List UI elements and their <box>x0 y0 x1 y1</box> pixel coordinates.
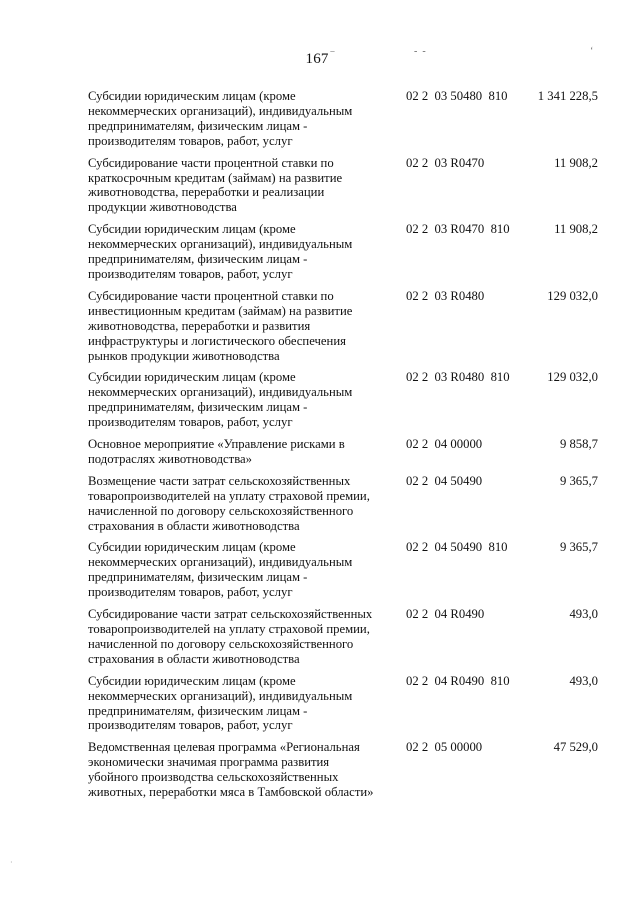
description-line: Субсидии юридическим лицам (кроме <box>88 673 296 688</box>
row-code: 02 2 04 00000 <box>406 437 483 452</box>
row-amount: 11 908,2 <box>554 222 598 237</box>
table-row <box>88 607 608 667</box>
description-line: предпринимателям, физическим лицам - <box>88 703 308 718</box>
description-line: товаропроизводителей на уплату страховой премии, <box>88 488 370 503</box>
row-description <box>88 607 388 667</box>
description-line: подотраслях животноводства» <box>88 451 253 466</box>
description-line: животноводства, переработки и реализации <box>88 185 325 200</box>
row-code: 02 2 03 R0470 810 <box>406 222 510 237</box>
table-row <box>88 437 608 467</box>
description-line: товаропроизводителей на уплату страховой премии, <box>88 622 370 636</box>
description-line: животных, переработки мяса в Тамбовской области» <box>88 785 374 800</box>
description-line: Основное мероприятие «Управление рисками в <box>88 437 345 452</box>
description-line: Ведомственная целевая программа «Региональная <box>88 740 360 755</box>
row-amount: 9 858,7 <box>559 437 598 452</box>
row-description <box>88 740 388 800</box>
description-line: некоммерческих организаций), индивидуальным <box>88 103 353 118</box>
row-description <box>88 437 388 467</box>
row-description <box>88 474 388 534</box>
description-line: убойного производства сельскохозяйственных <box>88 770 339 785</box>
description-line: некоммерческих организаций), индивидуальным <box>88 385 353 400</box>
row-amount: 11 908,2 <box>554 155 598 170</box>
description-line: производителям товаров, работ, услуг <box>88 585 293 600</box>
row-description <box>88 222 388 282</box>
page-number <box>0 51 640 68</box>
description-line: Субсидирование части затрат сельскохозяйственных <box>88 607 373 622</box>
row-code: 02 2 04 R0490 810 <box>406 673 510 688</box>
scan-artifact-margin: · <box>10 858 13 867</box>
row-code: 02 2 04 R0490 <box>406 607 485 622</box>
row-description <box>88 156 388 216</box>
table-row <box>88 370 608 430</box>
row-code: 02 2 03 R0470 <box>406 155 485 170</box>
description-line: Субсидии юридическим лицам (кроме <box>88 370 296 385</box>
description-line: предпринимателям, физическим лицам - <box>88 118 308 133</box>
description-line: некоммерческих организаций), индивидуальным <box>88 688 353 703</box>
description-line: предпринимателям, физическим лицам - <box>88 570 308 585</box>
row-code: 02 2 04 50490 <box>406 473 483 488</box>
description-line: некоммерческих организаций), индивидуальным <box>88 555 353 570</box>
description-line: производителям товаров, работ, услуг <box>88 133 293 148</box>
row-description <box>88 370 388 430</box>
description-line: предпринимателям, физическим лицам - <box>88 400 308 415</box>
row-description <box>88 289 388 364</box>
page-number-tick-mark: ‾ <box>330 51 335 63</box>
description-line: некоммерческих организаций), индивидуальным <box>88 237 353 252</box>
table-row <box>88 540 608 600</box>
description-line: предпринимателям, физическим лицам - <box>88 252 308 267</box>
description-line: экономически значимая программа развития <box>88 755 330 770</box>
table-row <box>88 222 608 282</box>
description-line: краткосрочным кредитам (займам) на развитие <box>88 170 343 185</box>
table-row <box>88 474 608 534</box>
table-row <box>88 89 608 149</box>
description-line: Субсидии юридическим лицам (кроме <box>88 89 296 103</box>
description-line: страхования в области животноводства <box>88 518 300 533</box>
table-row <box>88 674 608 734</box>
row-amount: 9 365,7 <box>559 473 598 488</box>
scan-artifact-mark-right: ‘ <box>590 46 594 57</box>
page-number-text: 167 <box>305 51 329 67</box>
row-code: 02 2 03 R0480 <box>406 288 485 303</box>
row-code: 02 2 03 50480 810 <box>406 89 508 103</box>
description-line: производителям товаров, работ, услуг <box>88 415 293 430</box>
row-description <box>88 674 388 734</box>
description-line: страхования в области животноводства <box>88 651 300 666</box>
row-code: 02 2 04 50490 810 <box>406 540 508 555</box>
scan-artifact-mark: - - <box>414 46 426 57</box>
description-line: продукции животноводства <box>88 200 237 215</box>
row-code: 02 2 03 R0480 810 <box>406 370 510 385</box>
table-row <box>88 289 608 364</box>
description-line: инфраструктуры и логистического обеспечения <box>88 333 346 348</box>
description-line: производителям товаров, работ, услуг <box>88 718 293 733</box>
row-amount: 1 341 228,5 <box>537 89 598 103</box>
row-code: 02 2 05 00000 <box>406 740 483 755</box>
row-amount: 493,0 <box>569 607 598 622</box>
table-row <box>88 156 608 216</box>
description-line: Субсидии юридическим лицам (кроме <box>88 222 296 237</box>
description-line: производителям товаров, работ, услуг <box>88 266 293 281</box>
description-line: Субсидии юридическим лицам (кроме <box>88 540 296 555</box>
description-line: животноводства, переработки и развития <box>88 318 311 333</box>
row-amount: 129 032,0 <box>547 288 598 303</box>
description-line: Субсидирование части процентной ставки по <box>88 288 334 303</box>
row-amount: 129 032,0 <box>547 370 598 385</box>
description-line: рынков продукции животноводства <box>88 348 280 363</box>
row-description <box>88 89 388 149</box>
description-line: инвестиционным кредитам (займам) на развитие <box>88 303 353 318</box>
description-line: начисленной по договору сельскохозяйственного <box>88 636 354 651</box>
row-amount: 9 365,7 <box>559 540 598 555</box>
row-amount: 493,0 <box>569 673 598 688</box>
row-amount: 47 529,0 <box>553 740 598 755</box>
table-row <box>88 740 608 800</box>
description-line: Субсидирование части процентной ставки по <box>88 155 334 170</box>
description-line: Возмещение части затрат сельскохозяйственных <box>88 473 351 488</box>
description-line: начисленной по договору сельскохозяйственного <box>88 503 354 518</box>
row-description <box>88 540 388 600</box>
budget-table <box>88 89 608 807</box>
